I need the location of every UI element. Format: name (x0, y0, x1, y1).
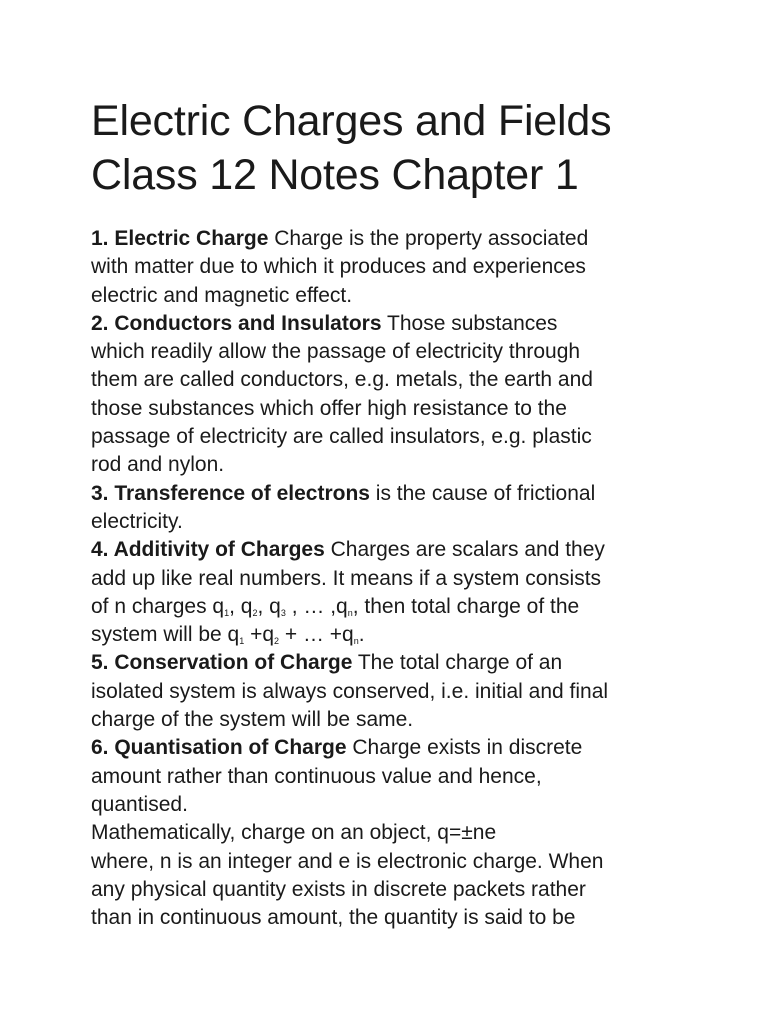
section-text: than in continuous amount, the quantity is said to be (91, 906, 576, 930)
section-text: those substances which offer high resistance to the (91, 396, 567, 420)
section-heading: 2. Conductors and Insulators (91, 311, 382, 335)
section-text: passage of electricity are called insulators, e.g. plastic (91, 425, 592, 449)
section-conductors-insulators (91, 310, 691, 480)
section-heading: 4. Additivity of Charges (91, 538, 325, 562)
section-text: system will be $q_1 +q_2$ + … $+q_n$. (91, 623, 365, 647)
page-title (91, 94, 691, 202)
section-text: Charge is the property associated (268, 227, 589, 250)
section-text: with matter due to which it produces and experiences (91, 255, 586, 279)
section-text: of n charges $q_1$, $q_2$, $q_3$ , … $,q_n$, then total charge of the (91, 594, 580, 618)
document-page (91, 94, 691, 932)
section-text: amount rather than continuous value and hence, (91, 764, 542, 788)
section-text: Charges are scalars and they (324, 538, 605, 562)
section-heading: 1. Electric Charge (91, 227, 269, 250)
section-text: quantised. (91, 792, 188, 816)
section-text: Charge exists in discrete (346, 736, 583, 760)
section-text: Mathematically, charge on an object, q=±ne (91, 821, 497, 845)
section-text: is the cause of frictional (369, 481, 596, 505)
section-quantisation-charge (91, 734, 691, 932)
section-heading: 6. Quantisation of Charge (91, 736, 347, 760)
section-transference-electrons (91, 480, 691, 537)
section-heading: 3. Transference of electrons (91, 481, 370, 505)
section-text: any physical quantity exists in discrete packets rather (91, 877, 586, 901)
section-conservation-charge (91, 649, 691, 734)
section-text: electricity. (91, 509, 183, 533)
section-heading: 5. Conservation of Charge (91, 651, 353, 675)
section-text: Those substances (381, 311, 558, 335)
section-text: The total charge of an (352, 651, 563, 675)
section-additivity-charges (91, 536, 691, 649)
title-line-2: Class 12 Notes Chapter 1 (91, 151, 579, 199)
section-text: electric and magnetic effect. (91, 283, 353, 307)
section-text: isolated system is always conserved, i.e. initial and final (91, 679, 609, 703)
section-text: charge of the system will be same. (91, 708, 414, 732)
section-text: where, n is an integer and e is electronic charge. When (91, 849, 604, 873)
section-text: which readily allow the passage of electricity through (91, 340, 581, 364)
section-electric-charge (91, 225, 691, 310)
notes-body (91, 225, 691, 932)
section-text: rod and nylon. (91, 453, 225, 477)
section-text: add up like real numbers. It means if a system consists (91, 566, 602, 590)
section-text: them are called conductors, e.g. metals, the earth and (91, 368, 593, 392)
title-line-1: Electric Charges and Fields (91, 97, 612, 145)
